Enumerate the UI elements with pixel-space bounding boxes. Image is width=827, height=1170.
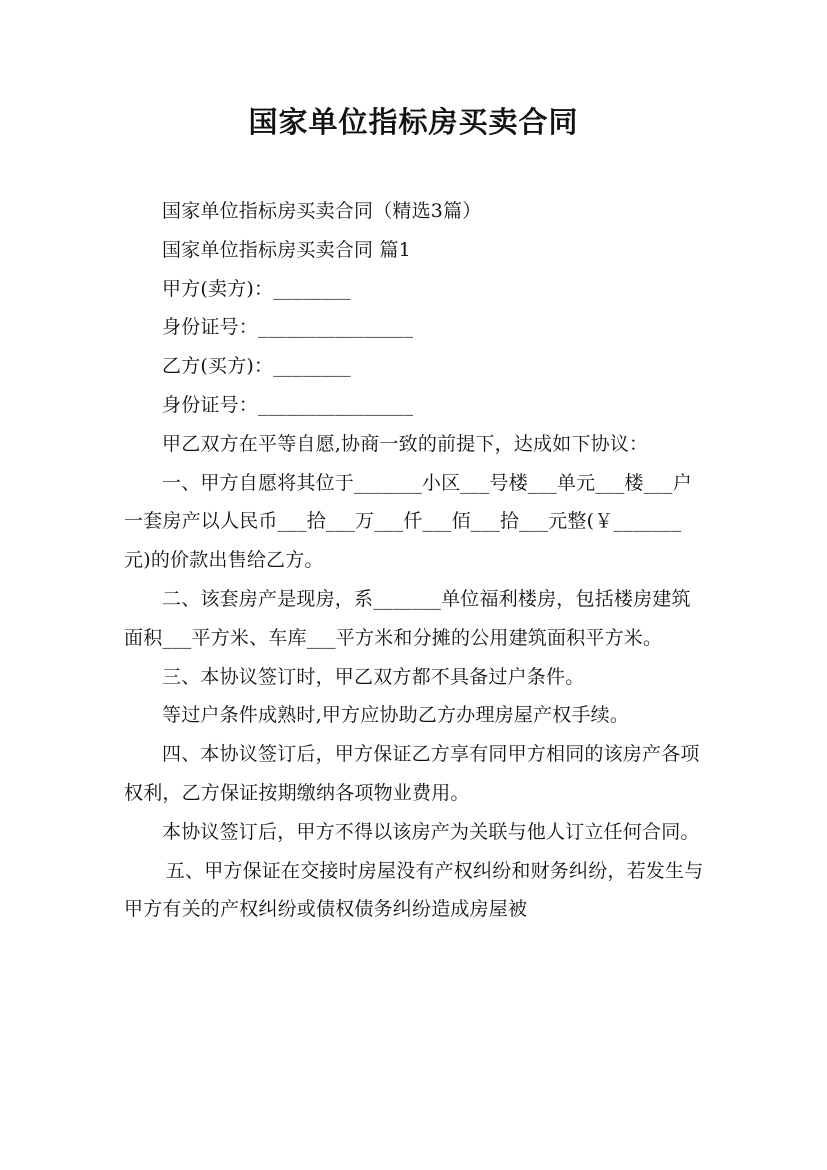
paragraph-clause-5: 五、甲方保证在交接时房屋没有产权纠纷和财务纠纷，若发生与甲方有关的产权纠纷或债权债务纠纷造成房屋被 <box>124 859 704 921</box>
paragraph-clause-1: 一、甲方自愿将其位于_______小区___号楼___单元___楼___户一套房产以人民币___拾___万___仟___佰___拾___元整(￥_______元)的价款出售给乙方。 <box>124 471 692 572</box>
document-body <box>124 192 704 929</box>
paragraph-party-a-id: 身份证号：________________ <box>162 316 414 339</box>
paragraph-party-b: 乙方(买方)：________ <box>162 355 351 378</box>
paragraph-agreement-intro: 甲乙双方在平等自愿,协商一致的前提下，达成如下协议： <box>162 432 649 455</box>
document-title: 国家单位指标房买卖合同 <box>248 105 579 139</box>
paragraph-clause-4: 四、本协议签订后，甲方保证乙方享有同甲方相同的该房产各项权利，乙方保证按期缴纳各项物业费用。 <box>124 743 700 804</box>
paragraph-clause-2: 二、该套房产是现房，系_______单位福利楼房，包括楼房建筑面积___平方米、车库___平方米和分摊的公用建筑面积平方米。 <box>124 587 691 649</box>
paragraph-subtitle: 国家单位指标房买卖合同（精选3篇） <box>162 200 482 222</box>
paragraph-party-a: 甲方(卖方)：________ <box>162 277 351 300</box>
paragraph-clause-3: 三、本协议签订时，甲乙双方都不具备过户条件。 <box>162 665 585 688</box>
paragraph-clause-4-continued: 本协议签订后，甲方不得以该房产为关联与他人订立任何合同。 <box>162 820 700 843</box>
paragraph-clause-3-continued: 等过户条件成熟时,甲方应协助乙方办理房屋产权手续。 <box>162 704 630 727</box>
paragraph-party-b-id: 身份证号：________________ <box>162 393 414 416</box>
paragraph-section-heading: 国家单位指标房买卖合同 篇1 <box>162 238 411 261</box>
